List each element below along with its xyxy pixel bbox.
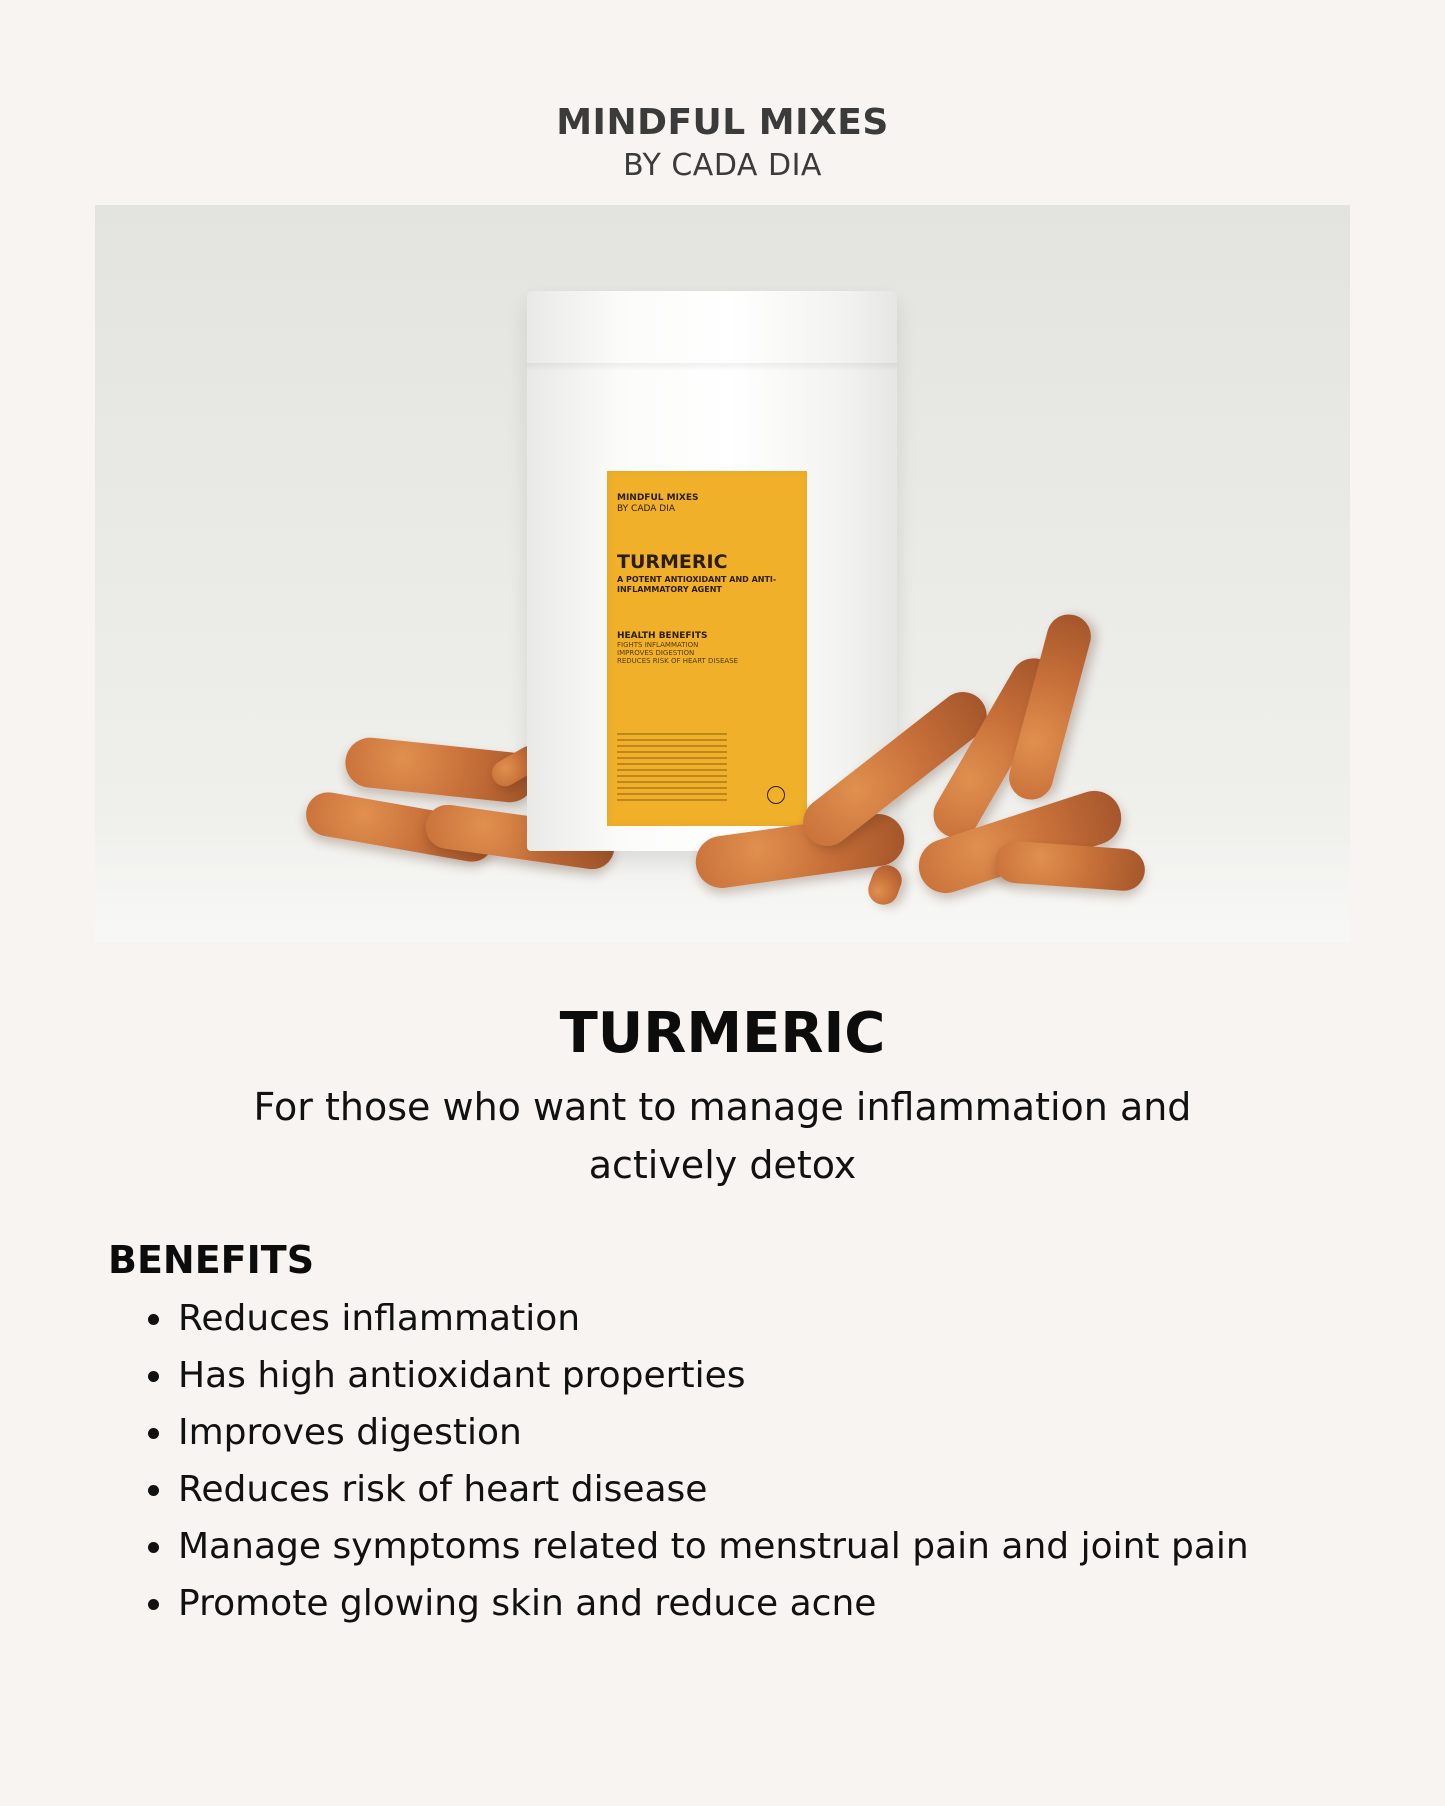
product-title: TURMERIC xyxy=(559,1001,886,1066)
benefit-item xyxy=(144,1461,1344,1518)
benefit-text: Has high antioxidant properties xyxy=(178,1355,746,1396)
label-benefit: REDUCES RISK OF HEART DISEASE xyxy=(617,657,739,665)
benefit-text: Improves digestion xyxy=(178,1412,522,1453)
bullet-icon xyxy=(148,1314,159,1325)
product-pouch xyxy=(527,291,897,851)
benefits-list xyxy=(144,1290,1344,1632)
bullet-icon xyxy=(148,1371,159,1382)
pouch-label xyxy=(607,471,807,826)
bullet-icon xyxy=(148,1542,159,1553)
leaf-logo-icon xyxy=(767,786,785,804)
label-health-benefits-title: HEALTH BENEFITS xyxy=(617,631,708,641)
benefit-text: Reduces inflammation xyxy=(178,1298,581,1339)
benefits-heading: BENEFITS xyxy=(108,1238,315,1282)
bullet-icon xyxy=(148,1485,159,1496)
benefit-item xyxy=(144,1347,1344,1404)
label-brand: MINDFUL MIXES xyxy=(617,493,699,503)
benefit-text: Reduces risk of heart disease xyxy=(178,1469,708,1510)
label-health-benefits xyxy=(617,641,738,665)
label-brand-sub: BY CADA DIA xyxy=(617,504,676,514)
benefit-text: Promote glowing skin and reduce acne xyxy=(178,1583,877,1624)
label-benefit: FIGHTS INFLAMMATION xyxy=(617,641,699,649)
label-tagline: A POTENT ANTIOXIDANT AND ANTI-INFLAMMATORY AGENT xyxy=(617,575,777,594)
label-fine-print xyxy=(617,733,727,803)
brand-subtitle: BY CADA DIA xyxy=(623,148,822,183)
bullet-icon xyxy=(148,1599,159,1610)
label-benefit: IMPROVES DIGESTION xyxy=(617,649,695,657)
benefit-item xyxy=(144,1290,1344,1347)
benefit-item xyxy=(144,1518,1344,1575)
brand-title: MINDFUL MIXES xyxy=(556,102,889,143)
product-description: For those who want to manage inflammation and actively detox xyxy=(253,1085,1192,1187)
benefit-item xyxy=(144,1404,1344,1461)
label-product: TURMERIC xyxy=(617,551,728,573)
pouch-seal xyxy=(527,363,897,371)
benefit-text: Manage symptoms related to menstrual pain and joint pain xyxy=(178,1526,1249,1567)
bullet-icon xyxy=(148,1428,159,1439)
brand-header xyxy=(0,100,1445,186)
product-photo xyxy=(95,205,1350,942)
benefit-item xyxy=(144,1575,1344,1632)
